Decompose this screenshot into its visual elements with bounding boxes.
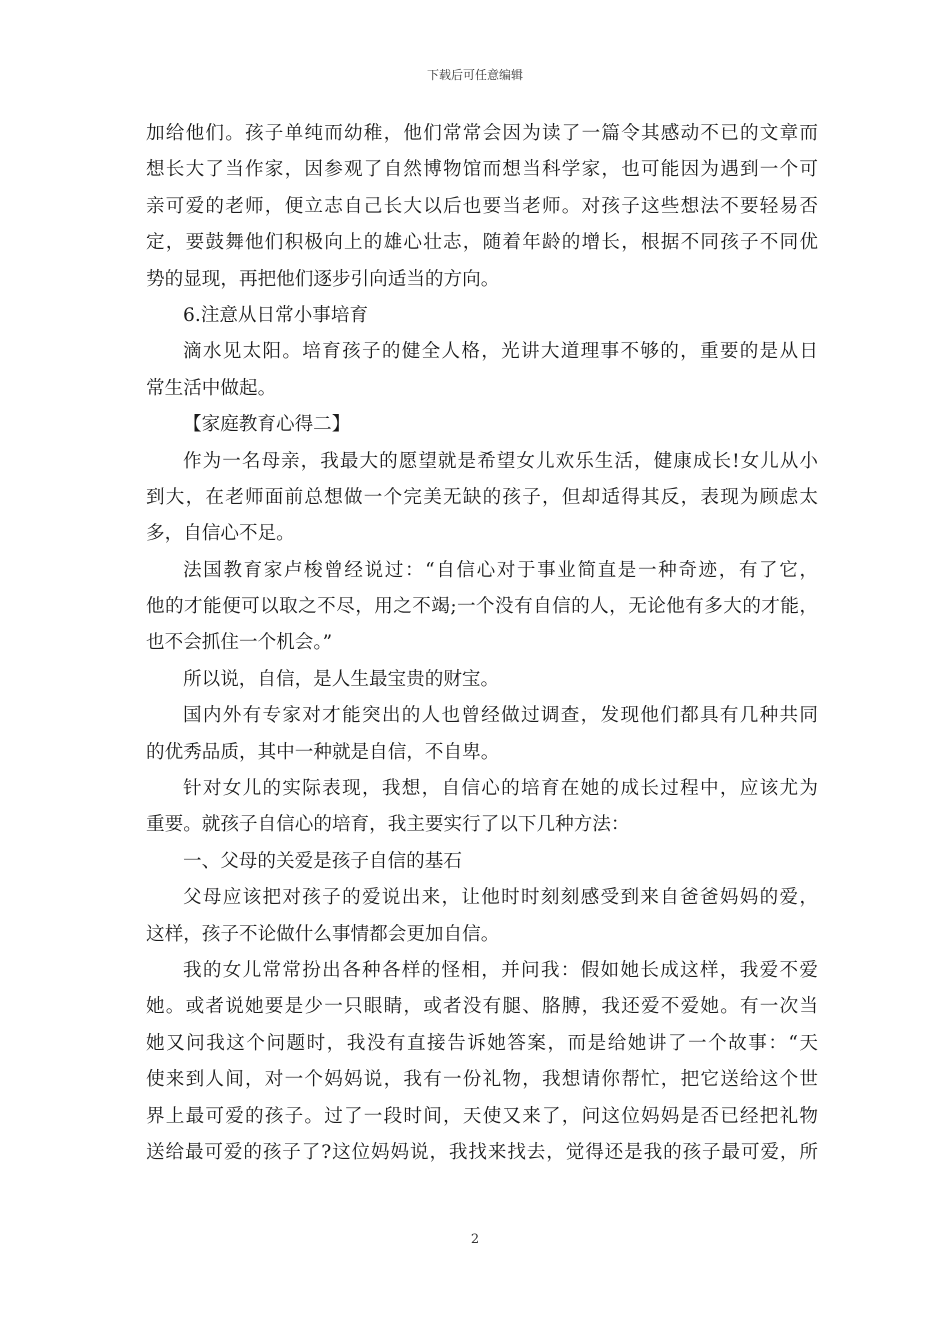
text-line: 重要。就孩子自信心的培育，我主要实行了以下几种方法： xyxy=(146,814,630,836)
page-number: 2 xyxy=(470,1232,480,1247)
text-line: 作为一名母亲，我最大的愿望就是希望女儿欢乐生活，健康成长!女儿从小 xyxy=(183,450,818,472)
document-body xyxy=(146,116,818,1171)
text-line: 的优秀品质，其中一种就是自信，不自卑。 xyxy=(146,741,500,763)
text-line: 常生活中做起。 xyxy=(146,377,277,399)
text-line: 针对女儿的实际表现，我想，自信心的培育在她的成长过程中，应该尤为 xyxy=(183,778,818,800)
text-line: 她。或者说她要是少一只眼睛，或者没有腿、胳膊，我还爱不爱她。有一次当 xyxy=(146,996,818,1018)
text-line: 这样，孩子不论做什么事情都会更加自信。 xyxy=(146,923,500,945)
text-line: 到大，在老师面前总想做一个完美无缺的孩子，但却适得其反，表现为顾虑太 xyxy=(146,486,818,508)
text-line: 使来到人间，对一个妈妈说，我有一份礼物，我想请你帮忙，把它送给这个世 xyxy=(146,1069,818,1091)
text-line: 想长大了当作家，因参观了自然博物馆而想当科学家，也可能因为遇到一个可 xyxy=(146,159,818,181)
text-line: 多，自信心不足。 xyxy=(146,523,295,545)
text-line: 父母应该把对孩子的爱说出来，让他时时刻刻感受到来自爸爸妈妈的爱， xyxy=(183,887,818,909)
text-line: 我的女儿常常扮出各种各样的怪相，并问我：假如她长成这样，我爱不爱 xyxy=(183,959,818,981)
text-line: 势的显现，再把他们逐步引向适当的方向。 xyxy=(146,268,500,290)
text-line: 法国教育家卢梭曾经说过：“自信心对于事业简直是一种奇迹，有了它， xyxy=(183,559,818,581)
text-line: 一、父母的关爱是孩子自信的基石 xyxy=(183,850,462,872)
text-line: 国内外有专家对才能突出的人也曾经做过调查，发现他们都具有几种共同 xyxy=(183,705,818,727)
text-line: 定，要鼓舞他们积极向上的雄心壮志，随着年龄的增长，根据不同孩子不同优 xyxy=(146,232,818,254)
text-line: 她又问我这个问题时，我没有直接告诉她答案，而是给她讲了一个故事：“天 xyxy=(146,1032,818,1054)
text-line: 他的才能便可以取之不尽，用之不竭;一个没有自信的人，无论他有多大的才能， xyxy=(146,596,818,618)
text-line: 界上最可爱的孩子。过了一段时间，天使又来了，问这位妈妈是否已经把礼物 xyxy=(146,1105,818,1127)
page-header: 下载后可任意编辑 xyxy=(426,68,523,82)
text-line: 加给他们。孩子单纯而幼稚，他们常常会因为读了一篇令其感动不已的文章而 xyxy=(146,123,818,144)
text-line: 6.注意从日常小事培育 xyxy=(183,304,369,326)
text-line: 所以说，自信，是人生最宝贵的财宝。 xyxy=(183,668,500,690)
text-line: 滴水见太阳。培育孩子的健全人格，光讲大道理事不够的，重要的是从日 xyxy=(183,341,818,363)
text-line: 送给最可爱的孩子了?这位妈妈说，我找来找去，觉得还是我的孩子最可爱，所 xyxy=(146,1141,818,1163)
text-line: 【家庭教育心得二】 xyxy=(183,414,351,436)
text-line: 亲可爱的老师，便立志自己长大以后也要当老师。对孩子这些想法不要轻易否 xyxy=(146,195,818,217)
text-line: 也不会抓住一个机会。” xyxy=(146,632,333,654)
